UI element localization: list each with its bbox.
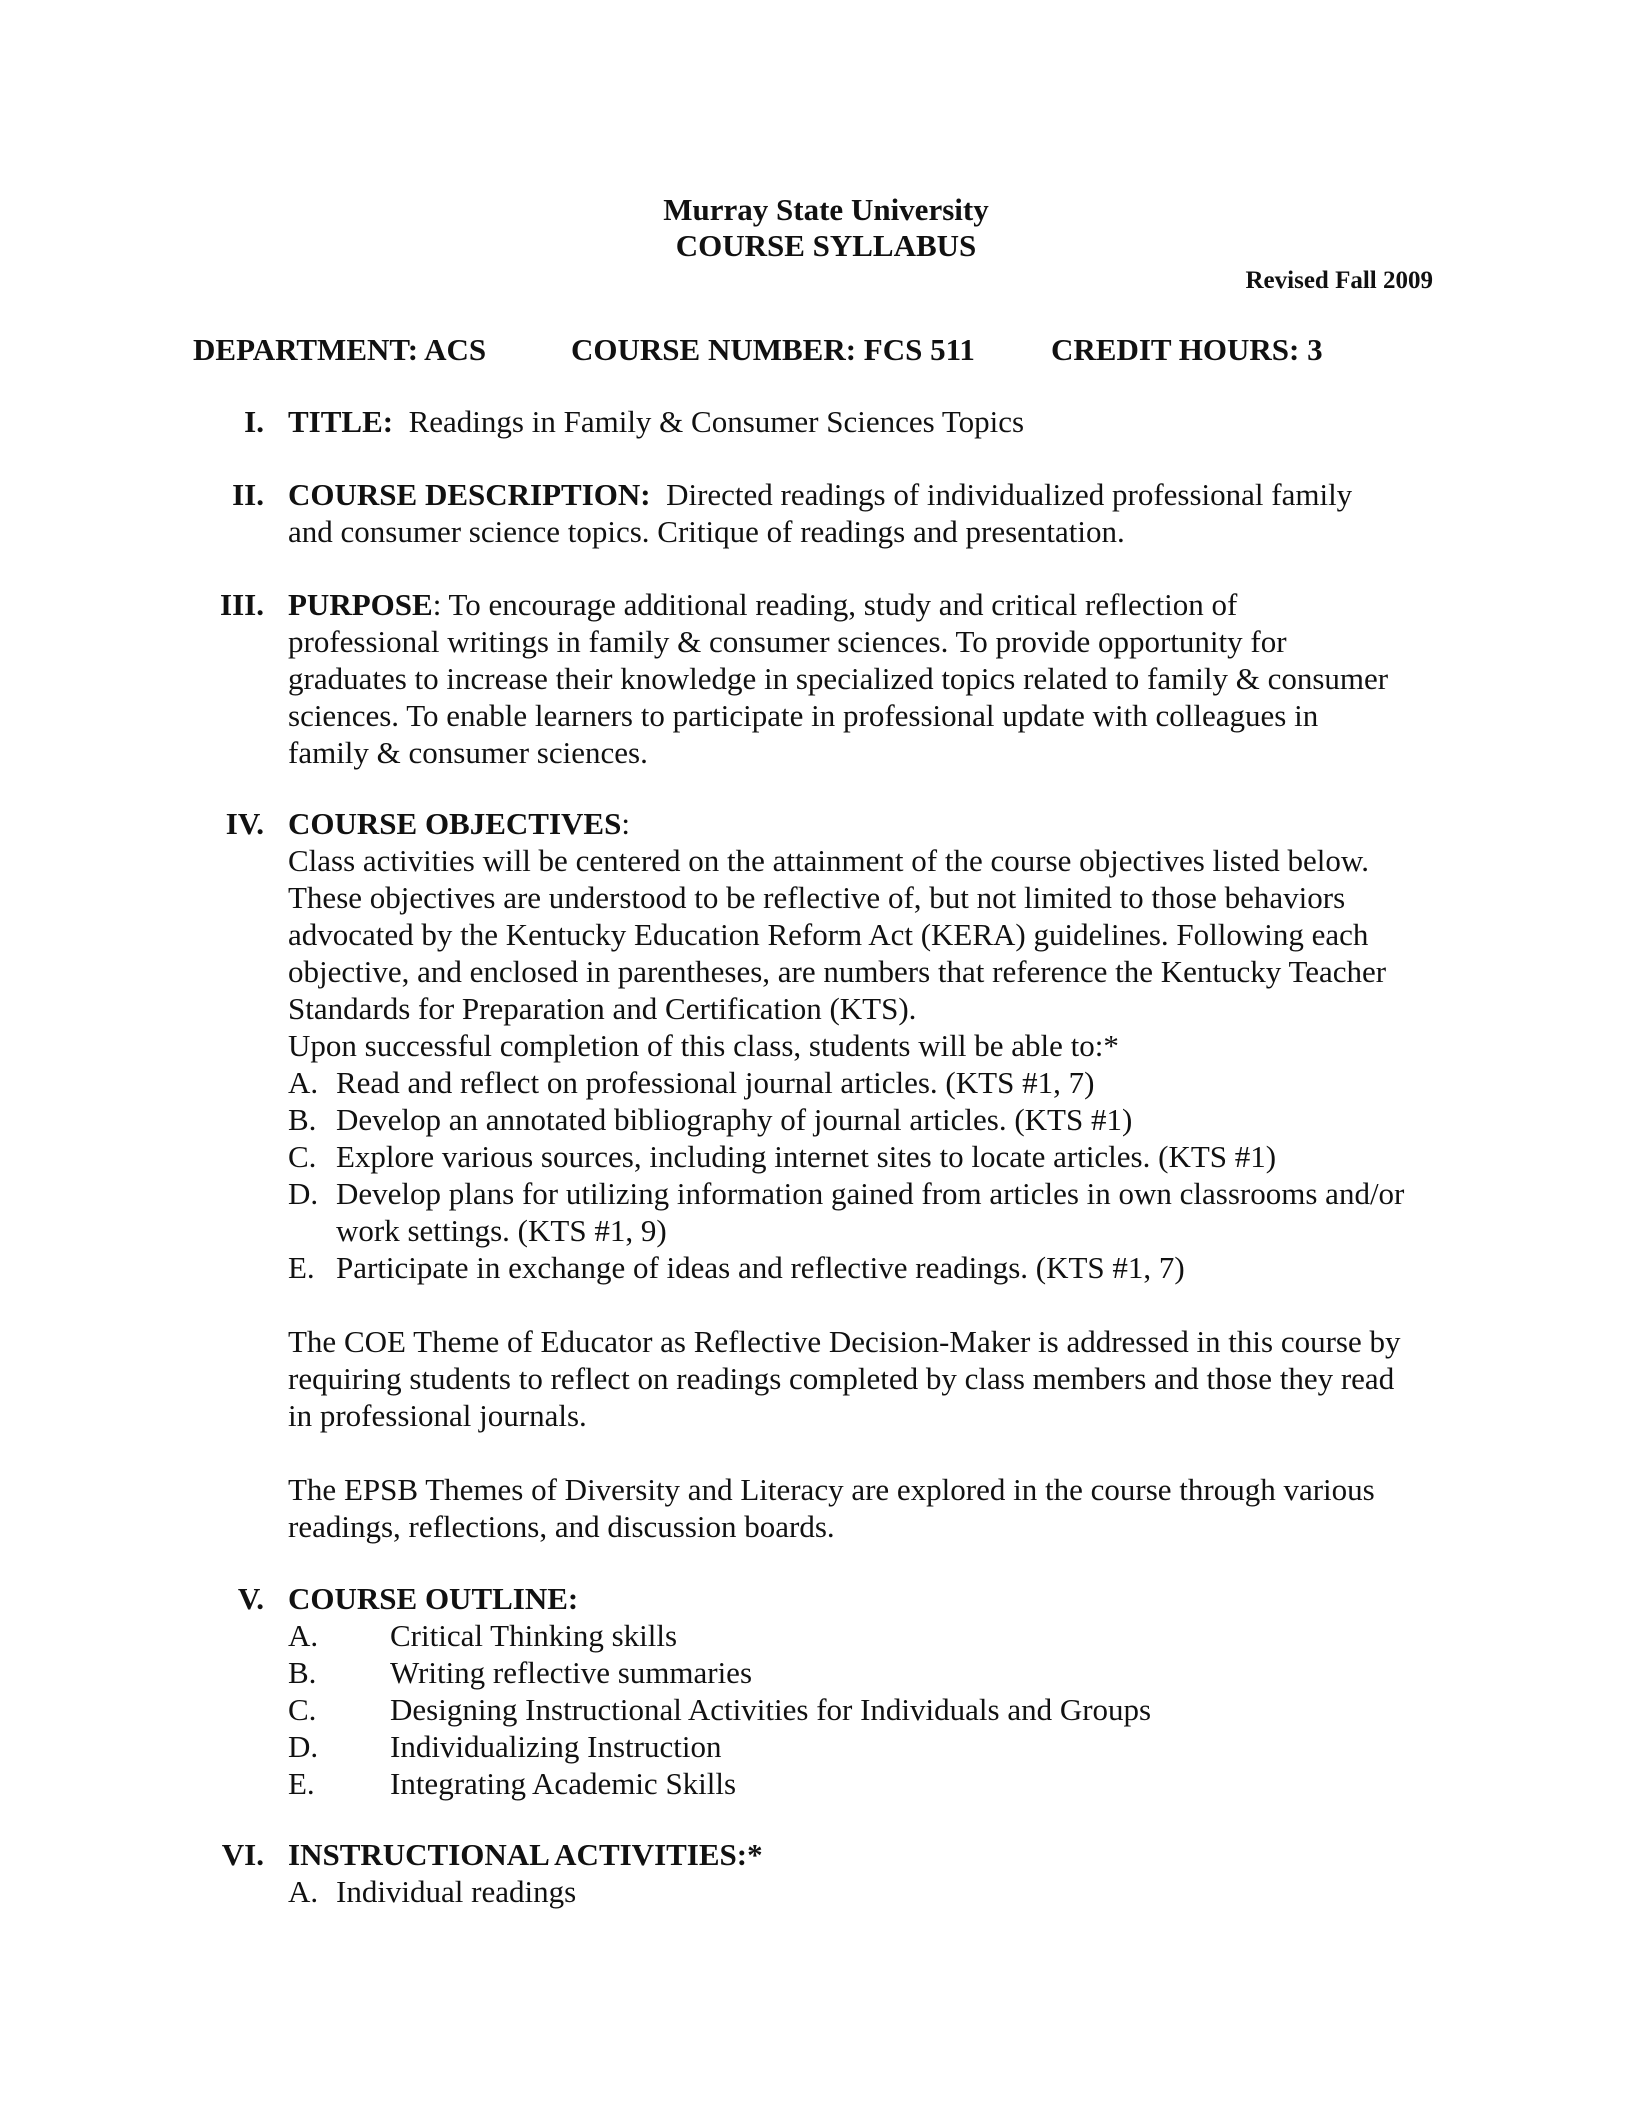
objectives-intro-line: Upon successful completion of this class, students will be able to:* xyxy=(288,1028,1119,1063)
section-numeral: III. xyxy=(220,587,264,622)
course-number-label: COURSE NUMBER: FCS 511 xyxy=(571,332,975,367)
objectives-intro-line: These objectives are understood to be reflective of, but not limited to those behaviors xyxy=(288,880,1346,915)
item-letter: A. xyxy=(288,1065,319,1100)
item-letter: B. xyxy=(288,1102,317,1137)
section-body xyxy=(288,476,1438,550)
item-letter: C. xyxy=(288,1692,317,1727)
section-heading: COURSE DESCRIPTION: xyxy=(288,477,651,512)
section-body xyxy=(288,805,1438,1545)
section-heading: COURSE OBJECTIVES xyxy=(288,806,622,841)
item-text: Participate in exchange of ideas and reflective readings. (KTS #1, 7) xyxy=(336,1250,1185,1285)
revision-date: Revised Fall 2009 xyxy=(1245,267,1433,294)
item-text: Writing reflective summaries xyxy=(390,1655,753,1690)
department-label: DEPARTMENT: ACS xyxy=(193,332,487,367)
section-numeral: I. xyxy=(244,404,264,439)
objectives-intro-line: advocated by the Kentucky Education Reform Act (KERA) guidelines. Following each xyxy=(288,917,1369,952)
item-text: Develop plans for utilizing information gained from articles in own classrooms and/or xyxy=(336,1176,1405,1211)
objective-item xyxy=(288,1175,1438,1212)
objectives-intro-line: Standards for Preparation and Certification (KTS). xyxy=(288,991,917,1026)
section-body xyxy=(288,1836,1438,1910)
objectives-intro-line: objective, and enclosed in parentheses, are numbers that reference the Kentucky Teacher xyxy=(288,954,1387,989)
objective-item-continuation xyxy=(288,1212,1438,1249)
document-title: COURSE SYLLABUS xyxy=(675,228,977,263)
description-line: and consumer science topics. Critique of readings and presentation. xyxy=(288,514,1125,549)
purpose-line: sciences. To enable learners to participate in professional update with colleagues in xyxy=(288,698,1319,733)
item-text: Critical Thinking skills xyxy=(390,1618,678,1653)
outline-item xyxy=(288,1691,1438,1728)
outline-item xyxy=(288,1765,1438,1802)
item-letter: D. xyxy=(288,1729,319,1764)
item-letter: E. xyxy=(288,1250,315,1285)
section-body xyxy=(288,403,1438,440)
objective-item xyxy=(288,1138,1438,1175)
heading-colon: : xyxy=(621,806,630,841)
objective-item xyxy=(288,1249,1438,1286)
objectives-intro-line: Class activities will be centered on the attainment of the course objectives listed below. xyxy=(288,843,1369,878)
item-text: Develop an annotated bibliography of journal articles. (KTS #1) xyxy=(336,1102,1133,1137)
section-heading: COURSE OUTLINE: xyxy=(288,1581,579,1616)
item-letter: A. xyxy=(288,1618,319,1653)
outline-item xyxy=(288,1654,1438,1691)
section-heading: PURPOSE xyxy=(288,587,433,622)
coe-theme-line: The COE Theme of Educator as Reflective Decision-Maker is addressed in this course by xyxy=(288,1324,1401,1359)
credit-hours-label: CREDIT HOURS: 3 xyxy=(1051,332,1323,367)
section-heading: TITLE: xyxy=(288,404,394,439)
item-text: work settings. (KTS #1, 9) xyxy=(336,1213,667,1248)
item-text: Designing Instructional Activities for Individuals and Groups xyxy=(390,1692,1152,1727)
coe-theme-line: in professional journals. xyxy=(288,1398,587,1433)
section-heading: INSTRUCTIONAL ACTIVITIES:* xyxy=(288,1837,763,1872)
objective-item xyxy=(288,1064,1438,1101)
outline-item xyxy=(288,1728,1438,1765)
item-text: Integrating Academic Skills xyxy=(390,1766,737,1801)
item-letter: D. xyxy=(288,1176,319,1211)
section-numeral: II. xyxy=(232,477,264,512)
description-line: Directed readings of individualized professional family xyxy=(666,477,1353,512)
section-body xyxy=(288,1580,1438,1802)
course-title-text: Readings in Family & Consumer Sciences Topics xyxy=(408,404,1025,439)
activity-item xyxy=(288,1873,1438,1910)
outline-item xyxy=(288,1617,1438,1654)
section-numeral: V. xyxy=(237,1581,264,1616)
item-text: Read and reflect on professional journal articles. (KTS #1, 7) xyxy=(336,1065,1095,1100)
item-text: Individualizing Instruction xyxy=(390,1729,722,1764)
item-text: Individual readings xyxy=(336,1874,577,1909)
purpose-line: graduates to increase their knowledge in specialized topics related to family & consumer xyxy=(288,661,1389,696)
section-numeral: VI. xyxy=(221,1837,264,1872)
purpose-line: : To encourage additional reading, study and critical reflection of xyxy=(432,587,1238,622)
epsb-theme-line: The EPSB Themes of Diversity and Literacy are explored in the course through various xyxy=(288,1472,1375,1507)
section-body xyxy=(288,586,1438,771)
item-letter: E. xyxy=(288,1766,315,1801)
coe-theme-line: requiring students to reflect on readings completed by class members and those they read xyxy=(288,1361,1395,1396)
item-letter: A. xyxy=(288,1874,319,1909)
section-numeral: IV. xyxy=(225,806,264,841)
objective-item xyxy=(288,1101,1438,1138)
purpose-line: professional writings in family & consumer sciences. To provide opportunity for xyxy=(288,624,1287,659)
item-letter: B. xyxy=(288,1655,317,1690)
item-letter: C. xyxy=(288,1139,317,1174)
epsb-theme-line: readings, reflections, and discussion boards. xyxy=(288,1509,835,1544)
item-text: Explore various sources, including internet sites to locate articles. (KTS #1) xyxy=(336,1139,1277,1174)
university-name: Murray State University xyxy=(663,192,989,227)
purpose-line: family & consumer sciences. xyxy=(288,735,648,770)
